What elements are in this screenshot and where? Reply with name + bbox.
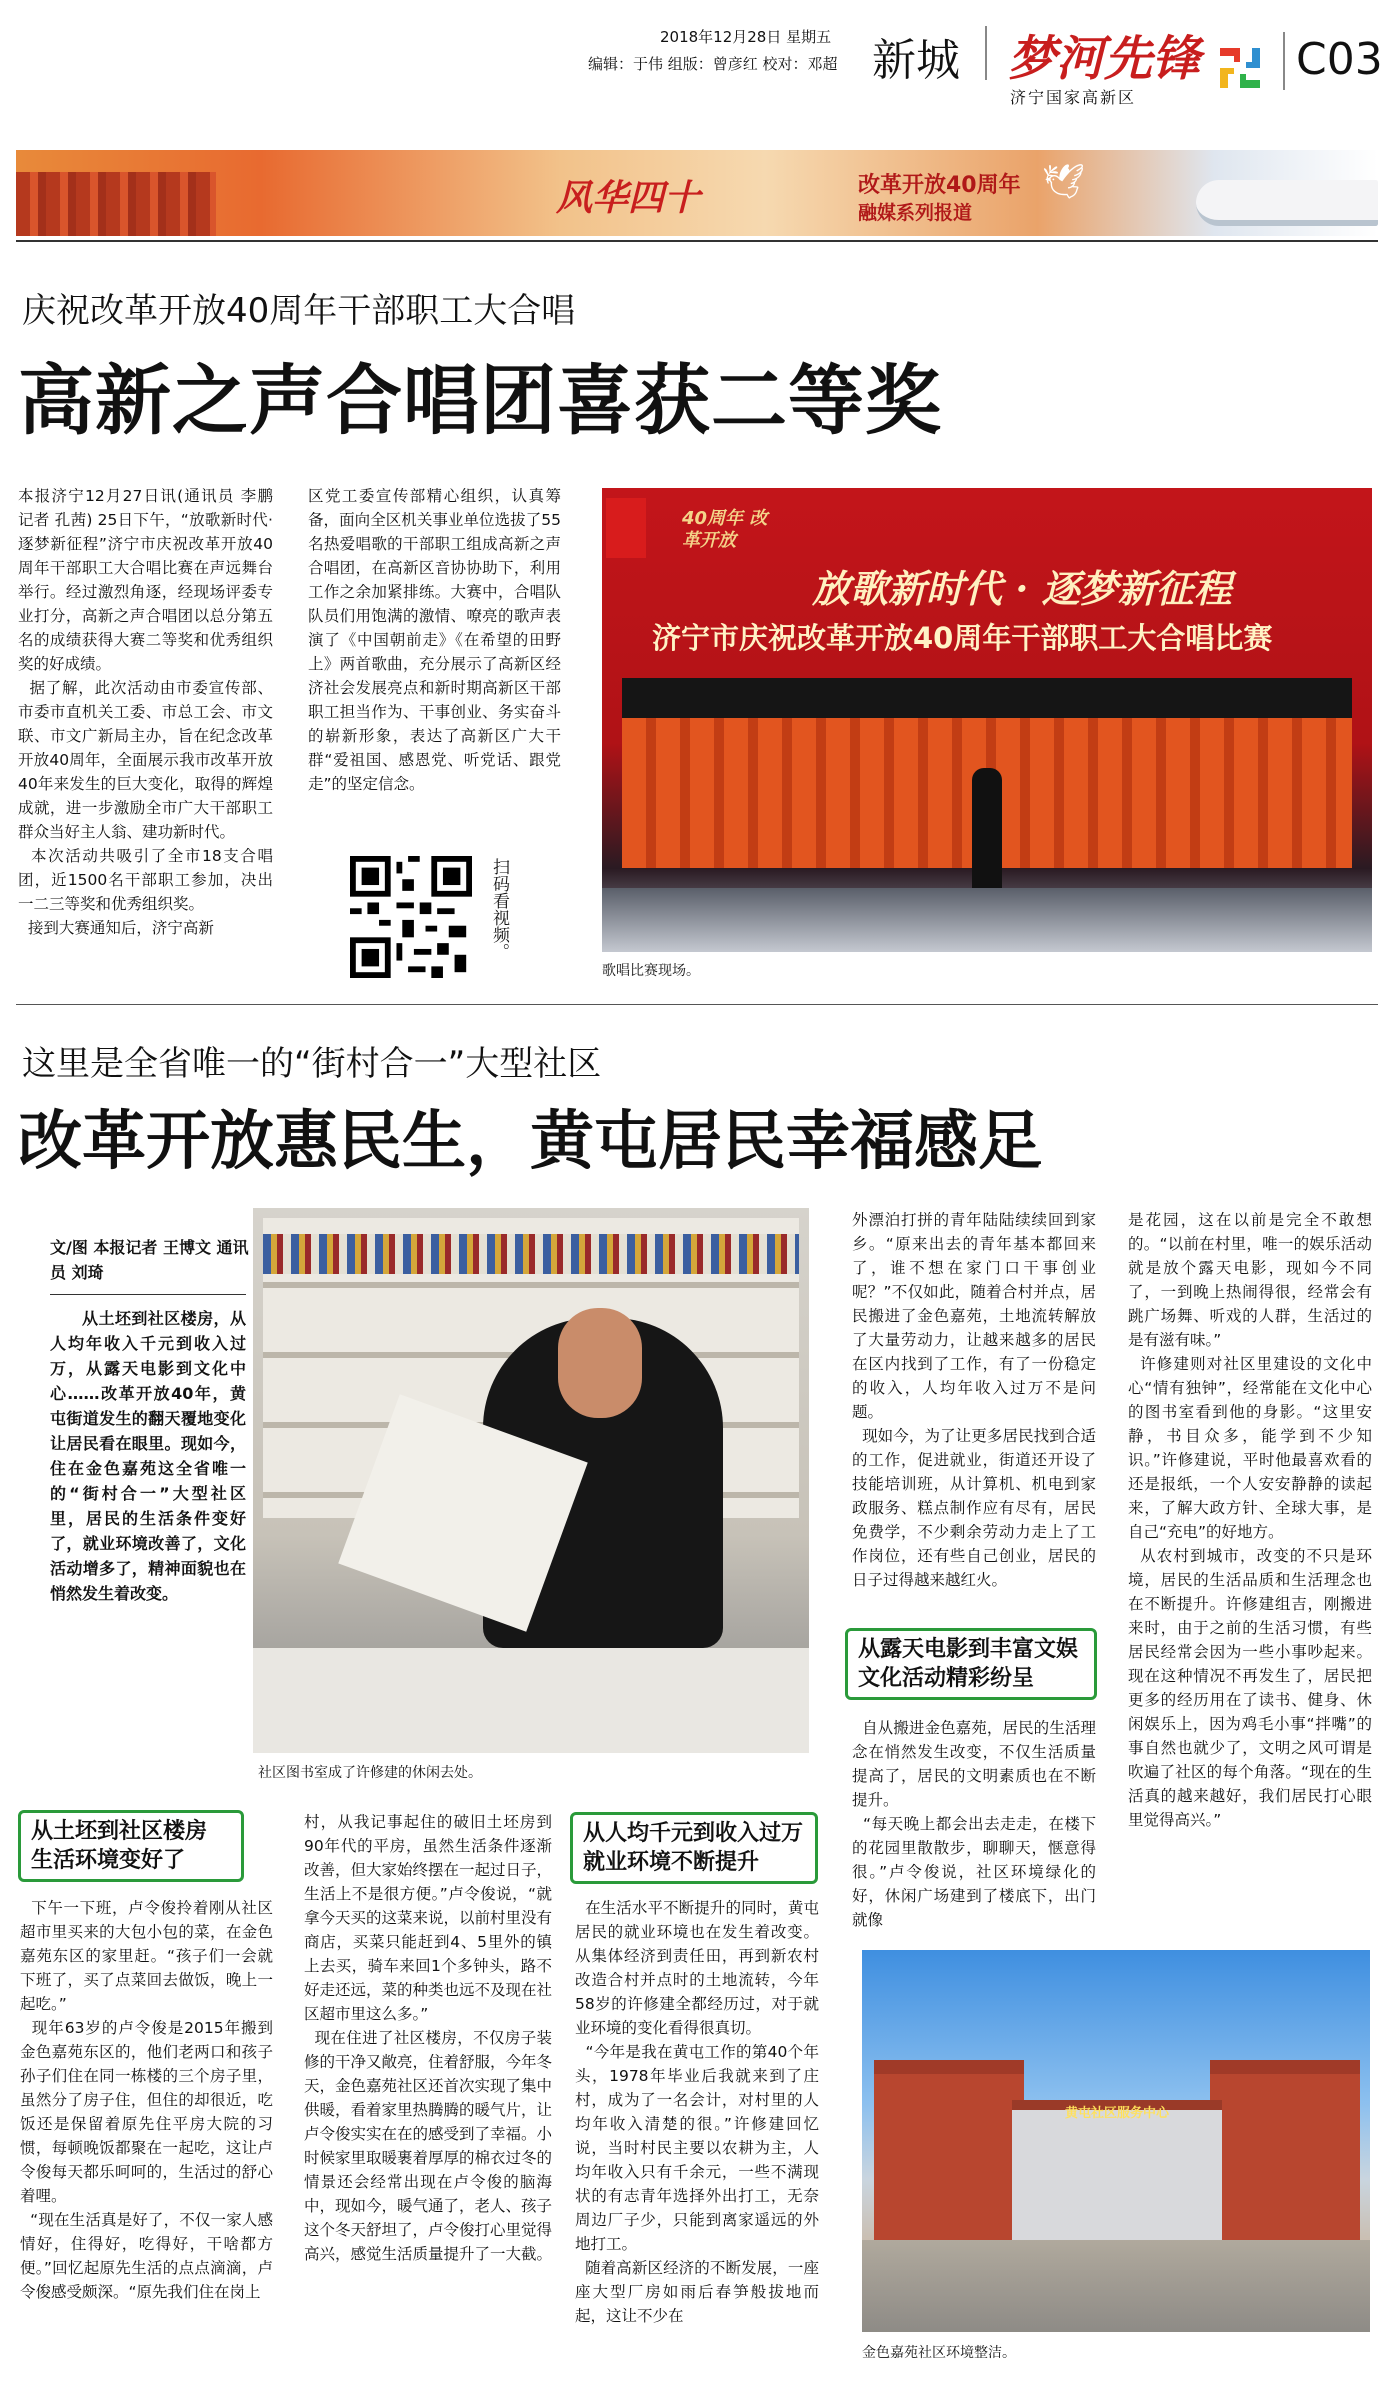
banner-title2: 融媒系列报道 [858, 202, 973, 224]
table [253, 1648, 809, 1753]
photo-screen-line1: 放歌新时代 · 逐梦新征程 [812, 566, 1232, 611]
masthead-editors: 编辑：于伟 组版：曾彦红 校对：邓超 [588, 55, 838, 73]
page-divider [1283, 32, 1285, 90]
masthead-date: 2018年12月28日 星期五 [660, 28, 832, 46]
paper-name-logo: 梦河先锋 [1008, 31, 1201, 87]
plaza [862, 2240, 1370, 2332]
photo-screen-line2: 济宁市庆祝改革开放40周年干部职工大合唱比赛 [652, 621, 1273, 655]
library-photo-caption: 社区图书室成了许修建的休闲去处。 [258, 1765, 482, 1781]
qr-code[interactable] [350, 856, 472, 978]
library-photo [253, 1208, 809, 1753]
article1-kicker: 庆祝改革开放40周年干部职工大合唱 [22, 291, 576, 331]
series-banner [16, 150, 1378, 236]
article2-col5: 自从搬进金色嘉苑，居民的生活理念在悄然发生改变，不仅生活质量提高了，居民的文明素质也在不断提升。 “每天晚上都会出去走走，在楼下的花园里散散步，聊聊天，惬意得很。”卢令俊说，社区环境绿化的好，休闲广场建到了楼底下，出门就像 [852, 1719, 1097, 1929]
section-name: 新城 [872, 35, 960, 86]
books [263, 1234, 799, 1274]
article2-byline: 文/图 本报记者 王博文 通讯员 刘琦 [50, 1238, 249, 1282]
subhead-culture: 从露天电影到丰富文娱 文化活动精彩纷呈 [845, 1628, 1097, 1700]
banner-train [1196, 180, 1378, 226]
section-rule [16, 1004, 1378, 1005]
man-face [558, 1308, 642, 1418]
article2-col1: 下午一下班，卢令俊拎着刚从社区超市里买来的大包小包的菜，在金色嘉苑东区的家里赶。“孩子们一会就下班了，买了点菜回去做饭，晚上一起吃。” 现年63岁的卢令俊是2015年搬到金色嘉苑东区的，他们老两口和孩子孙子们住在同一栋楼的三个房子里，虽然分了房子住，但住的却很近，吃饭还是保留着原先住平房大院的习惯，每顿晚饭都聚在一起吃，这让卢令俊每天都乐呵呵的，生活过的舒心着哩。 “现在生活真是好了，不仅一家人感情好，住得好，吃得好，干啥都方便。”回忆起原先生活的点点滴滴，卢令俊感受颇深。“原先我们住在岗上 [20, 1899, 274, 2301]
byline-rule [50, 1294, 246, 1295]
choir-photo [602, 488, 1372, 952]
community-photo-caption: 金色嘉苑社区环境整洁。 [862, 2345, 1016, 2361]
building-left [874, 2060, 1024, 2240]
building-center [1012, 2100, 1222, 2240]
community-photo [862, 1950, 1370, 2332]
banner-title1: 改革开放40周年 [858, 173, 1021, 198]
article2-col4: 外漂泊打拼的青年陆陆续续回到家乡。“原来出去的青年基本都回来了，谁不想在家门口干事创业呢？”不仅如此，随着合村并点，居民搬进了金色嘉苑，土地流转解放了大量劳动力，让越来越多的居民在区内找到了工作，有了一份稳定的收入，人均年收入过万不是问题。 现如今，为了让更多居民找到合适的工作，促进就业，街道还开设了技能培训班，从计算机、机电到家政服务、糕点制作应有尽有，居民免费学，不少剩余劳动力走上了工作岗位，还有些自己创业，居民的日子过得越来越红火。 [852, 1211, 1096, 1589]
qr-label: 扫码看视频。 [489, 858, 509, 960]
page-number: C03 [1296, 34, 1383, 85]
article2-col3: 在生活水平不断提升的同时，黄屯居民的就业环境也在发生着改变。从集体经济到责任田，再到新农村改造合村并点时的土地流转，今年58岁的许修建全都经历过，对于就业环境的变化看得很真切。 “今年是我在黄屯工作的第40个年头，1978年毕业后我就来到了庄村，成为了一名会计，对村里的人均年收入清楚的很。”许修建回忆说，当时村民主要以农耕为主，人均年收入只有千余元，一些不满现状的有志青年选择外出打工，无奈周边厂子少，只能到离家遥远的外地打工。 随着高新区经济的不断发展，一座座大型厂房如雨后春笋般拔地而起，这让不少在 [575, 1899, 819, 2325]
article2-lead: 从土坯到社区楼房，从人均年收入千元到收入过万，从露天电影到文化中心……改革开放40年，黄屯街道发生的翻天覆地变化让居民看在眼里。现如今，住在金色嘉苑这全省唯一的“街村合一”大型社区里，居民的生活条件变好了，就业环境改善了，文化活动增多了，精神面貌也在悄然发生着改变。 [50, 1309, 246, 1603]
subhead-employment: 从人均千元到收入过万 就业环境不断提升 [570, 1812, 818, 1884]
banner-logo: 风华四十 [556, 177, 701, 219]
building-right [1210, 2060, 1360, 2240]
masthead-divider [985, 26, 987, 80]
district-name: 济宁国家高新区 [1010, 88, 1137, 107]
stage-floor [602, 888, 1372, 952]
city-logo-icon [1210, 38, 1270, 98]
building-sign: 黄屯社区服务中心 [1064, 2106, 1169, 2121]
article1-headline: 高新之声合唱团喜获二等奖 [18, 356, 942, 445]
banner-rule [16, 240, 1378, 242]
article2-col2: 村，从我记事起住的破旧土坯房到90年代的平房，虽然生活条件逐渐改善，但大家始终摆在一起过日子，生活上不是很方便。”卢令俊说，“就拿今天买的这菜来说，以前村里没有商店，买菜只能赶到4、5里外的镇上去买，骑车来回1个多钟头，路不好走还远，菜的种类也远不及现在社区超市里这么多。” 现在住进了社区楼房，不仅房子装修的干净又敞亮，住着舒服，今年冬天，金色嘉苑社区还首次实现了集中供暖，看着家里热腾腾的暖气片，让卢令俊实实在在的感受到了幸福。小时候家里取暖裹着厚厚的棉衣过冬的情景还会经常出现在卢令俊的脑海中，现如今，暖气通了，老人、孩子这个冬天舒坦了，卢令俊打心里觉得高兴，感觉生活质量提升了一大截。 [304, 1813, 553, 2263]
article1-col2: 区党工委宣传部精心组织，认真筹备，面向全区机关事业单位选拔了55名热爱唱歌的干部职工组成高新之声合唱团，在高新区音协协助下，利用工作之余加紧排练。大赛中，合唱队队员们用饱满的激情、嘹亮的歌声表演了《中国朝前走》《在希望的田野上》两首歌曲，充分展示了高新区经济社会发展亮点和新时期高新区干部职工担当作为、干事创业、务实奋斗的崭新形象，表达了高新区广大干群“爱祖国、感恩党、听党话、跟党走”的坚定信念。 [308, 487, 561, 793]
article2-col6: 是花园，这在以前是完全不敢想的。“以前在村里，唯一的娱乐活动就是放个露天电影，现如今不同了，一到晚上热闹得很，经常会有跳广场舞、听戏的人群，生活过的是有滋有味。” 许修建则对社区里建设的文化中心“情有独钟”，经常能在文化中心的图书室看到他的身影。“这里安静，书目众多，能学到不少知识。”许修建说，平时他最喜欢看的还是报纸，一个人安安静静的读起来，了解大政方针、全球大事，是自己“充电”的好地方。 从农村到城市，改变的不只是环境，居民的生活品质和生活理念也在不断提升。许修建组吉，刚搬进来时，由于之前的生活习惯，有些居民经常会因为一些小事吵起来。现在这种情况不再发生了，居民把更多的经历用在了读书、健身、休闲娱乐上，因为鸡毛小事“拌嘴”的事自然也就少了，文明之风可谓是吹遍了社区的每个角落。“现在的生活真的越来越好，我们居民打心眼里觉得高兴。” [1128, 1211, 1372, 1829]
dove-icon: 🕊 [1042, 162, 1086, 202]
choir-photo-caption: 歌唱比赛现场。 [602, 963, 700, 979]
banner-city-silhouette [16, 172, 216, 236]
photo-badge: 40周年 改革开放 [682, 508, 768, 551]
article2-headline: 改革开放惠民生，黄屯居民幸福感足 [18, 1105, 1042, 1179]
flag-left [606, 498, 646, 558]
subhead-housing: 从土坯到社区楼房 生活环境变好了 [18, 1810, 244, 1882]
article2-kicker: 这里是全省唯一的“街村合一”大型社区 [22, 1044, 602, 1084]
article1-col1: 本报济宁12月27日讯(通讯员 李鹏 记者 孔茜) 25日下午，“放歌新时代·逐梦新征程”济宁市庆祝改革开放40周年干部职工大合唱比赛在声远舞台举行。经过激烈角逐，经现场评委专业打分，高新之声合唱团以总分第五名的成绩获得大赛二等奖和优秀组织奖的好成绩。 据了解，此次活动由市委宣传部、市委市直机关工委、市总工会、市文联、市文广新局主办，旨在纪念改革开放40周年，全面展示我市改革开放40年来发生的巨大变化，取得的辉煌成就，进一步激励全市广大干部职工群众当好主人翁、建功新时代。 本次活动共吸引了全市18支合唱团，近1500名干部职工参加，决出一二三等奖和优秀组织奖。 接到大赛通知后，济宁高新 [18, 487, 273, 937]
